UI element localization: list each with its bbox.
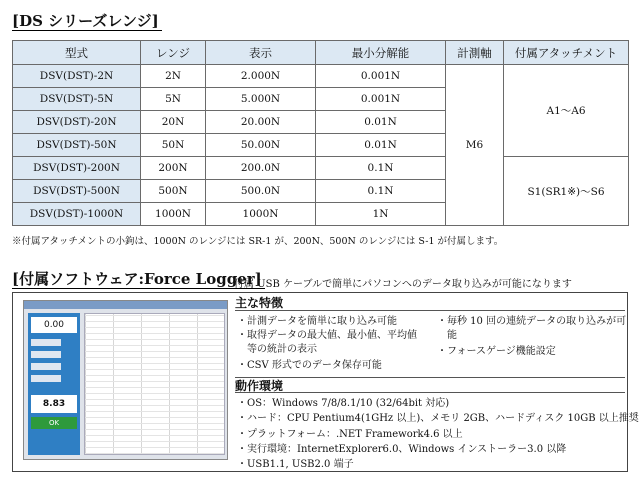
cell-model: DSV(DST)-200N	[13, 157, 141, 180]
software-note: 付属 USB ケーブルで簡単にパソコンへのデータ取り込みが可能になります	[234, 279, 572, 290]
cell-range: 2N	[141, 65, 206, 88]
spec-table	[12, 40, 629, 226]
cell-model: DSV(DST)-2N	[13, 65, 141, 88]
table-row	[13, 157, 629, 180]
environment-item: ・ハード：CPU Pentium4(1GHz 以上)、メモリ 2GB、ハードディスク 10GB 以上推奨	[237, 413, 639, 424]
screenshot-ok-indicator: OK	[31, 417, 77, 429]
features-title: 主な特徴	[235, 295, 625, 311]
cell-display: 20.00N	[206, 111, 316, 134]
screenshot-control-panel	[28, 313, 80, 455]
feature-item: ・取得データの最大値、最小値、平均値	[237, 330, 417, 341]
cell-range: 1000N	[141, 203, 206, 226]
environment-item: ・プラットフォーム：.NET Framework4.6 以上	[237, 429, 463, 440]
header-model: 型式	[13, 41, 141, 65]
cell-resolution: 0.1N	[316, 157, 446, 180]
environment-item: ・USB1.1, USB2.0 端子	[237, 459, 354, 470]
software-screenshot	[23, 300, 228, 460]
cell-attachment-a: A1～A6	[504, 65, 629, 157]
cell-model: DSV(DST)-1000N	[13, 203, 141, 226]
screenshot-button	[31, 375, 61, 382]
screenshot-button	[31, 351, 61, 358]
header-resolution: 最小分解能	[316, 41, 446, 65]
cell-resolution: 0.01N	[316, 134, 446, 157]
screenshot-button	[31, 339, 61, 346]
header-range: レンジ	[141, 41, 206, 65]
table-header-row	[13, 41, 629, 65]
feature-item: ・CSV 形式でのデータ保存可能	[237, 360, 382, 371]
cell-model: DSV(DST)-5N	[13, 88, 141, 111]
screenshot-readout: 0.00	[31, 317, 77, 333]
feature-item: ・毎秒 10 回の連続データの取り込みが可	[437, 316, 627, 327]
cell-resolution: 1N	[316, 203, 446, 226]
header-display: 表示	[206, 41, 316, 65]
cell-resolution: 0.1N	[316, 180, 446, 203]
cell-display: 500.0N	[206, 180, 316, 203]
feature-item: ・フォースゲージ機能設定	[437, 346, 556, 357]
cell-model: DSV(DST)-20N	[13, 111, 141, 134]
screenshot-button	[31, 363, 61, 370]
environment-item: ・実行環境：InternetExplorer6.0、Windows インストーラー3.0 以降	[237, 444, 567, 455]
cell-display: 2.000N	[206, 65, 316, 88]
software-info-box	[12, 292, 639, 472]
cell-display: 200.0N	[206, 157, 316, 180]
screenshot-readout-2: 8.83	[31, 395, 77, 413]
cell-range: 5N	[141, 88, 206, 111]
cell-resolution: 0.001N	[316, 65, 446, 88]
cell-model: DSV(DST)-500N	[13, 180, 141, 203]
cell-model: DSV(DST)-50N	[13, 134, 141, 157]
feature-item: ・計測データを簡単に取り込み可能	[237, 316, 397, 327]
cell-axis: M6	[446, 65, 504, 226]
table-footnote: ※付属アタッチメントの小鉤は、1000N のレンジには SR-1 が、200N、500N のレンジには S-1 が付属します。	[12, 236, 504, 247]
table-row	[13, 65, 629, 88]
section-heading-ds-range: [DS シリーズレンジ]	[12, 12, 159, 30]
cell-resolution: 0.01N	[316, 111, 446, 134]
environment-item: ・OS：Windows 7/8/8.1/10 (32/64bit 対応)	[237, 398, 450, 409]
cell-display: 1000N	[206, 203, 316, 226]
cell-resolution: 0.001N	[316, 88, 446, 111]
cell-display: 5.000N	[206, 88, 316, 111]
environment-title: 動作環境	[235, 377, 625, 393]
screenshot-data-grid	[84, 313, 225, 455]
header-axis: 計測軸	[446, 41, 504, 65]
cell-range: 200N	[141, 157, 206, 180]
feature-item: 能	[437, 330, 457, 341]
header-attachment: 付属アタッチメント	[504, 41, 629, 65]
feature-item: 等の統計の表示	[237, 344, 317, 355]
cell-range: 20N	[141, 111, 206, 134]
section-heading-software: [付属ソフトウェア:Force Logger]	[12, 270, 262, 288]
cell-attachment-s: S1(SR1※)～S6	[504, 157, 629, 226]
cell-display: 50.00N	[206, 134, 316, 157]
screenshot-titlebar	[24, 301, 227, 309]
cell-range: 500N	[141, 180, 206, 203]
cell-range: 50N	[141, 134, 206, 157]
